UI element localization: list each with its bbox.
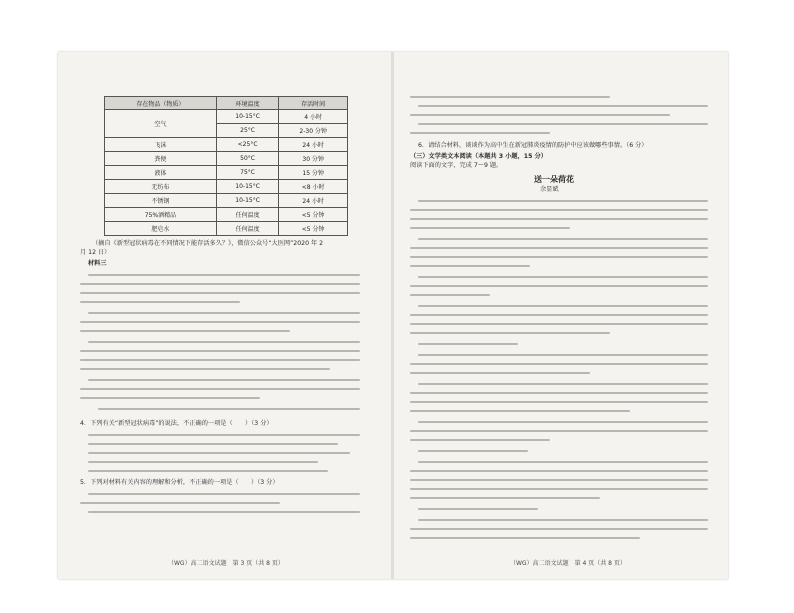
question-5: 5．下列对材料有关内容的理解和分析，不正确的一项是（ ）（3 分） — [80, 479, 279, 486]
table-cell-temp: 50°C — [216, 152, 279, 166]
table-row — [105, 180, 348, 194]
scanned-exam-sheet — [58, 52, 728, 579]
table-cell-temp: 75°C — [216, 166, 279, 180]
table-cell-item: 粪便 — [105, 152, 217, 166]
table-header-cell: 存活时间 — [279, 97, 348, 110]
left-page-footer: （WG）高二语文试题 第 3 页（共 8 页） — [168, 560, 284, 567]
reading-instruction: 阅读下面的文字，完成 7～9 题。 — [410, 162, 503, 169]
table-cell-time: 15 分钟 — [279, 166, 348, 180]
table-cell-time: 4 小时 — [279, 110, 348, 124]
table-cell-item: 无纺布 — [105, 180, 217, 194]
table-row — [105, 222, 348, 236]
table-header-cell: 环境温度 — [216, 97, 279, 110]
table-cell-time: <8 小时 — [279, 180, 348, 194]
table-row — [105, 110, 348, 124]
table-cell-time: 24 小时 — [279, 138, 348, 152]
table-cell-temp: 10-15°C — [216, 194, 279, 208]
table-cell-item: 液体 — [105, 166, 217, 180]
right-page-footer: （WG）高二语文试题 第 4 页（共 8 页） — [510, 560, 626, 567]
table-cell-temp: 25°C — [216, 124, 279, 138]
table-cell-item: 飞沫 — [105, 138, 217, 152]
question-6: 6．请结合材料，谈谈作为高中生在新冠肺炎疫情的防护中应该做哪些事情。（6 分） — [418, 142, 648, 149]
table-cell-time: 30 分钟 — [279, 152, 348, 166]
virus-survival-table — [104, 96, 348, 236]
table-cell-temp: 任何温度 — [216, 208, 279, 222]
table-row — [105, 138, 348, 152]
table-cell-item: 75%酒精品 — [105, 208, 217, 222]
section-3-heading: （三）文学类文本阅读（本题共 3 小题，15 分） — [410, 153, 547, 160]
table-header-cell: 存在物品（物质） — [105, 97, 217, 110]
table-row — [105, 208, 348, 222]
table-cell-time: 24 小时 — [279, 194, 348, 208]
table-row — [105, 194, 348, 208]
material-3-heading: 材料三 — [88, 260, 107, 267]
story-title: 送一朵荷花 — [534, 175, 574, 184]
table-cell-item: 空气 — [105, 110, 217, 138]
table-cell-temp: 10-15°C — [216, 110, 279, 124]
table-source-note: （摘自《新型冠状病毒在不同情况下能存活多久？》，微信公众号“大医网”2020 年 2 — [92, 240, 324, 247]
table-cell-item: 肥皂水 — [105, 222, 217, 236]
table-cell-item: 不锈钢 — [105, 194, 217, 208]
table-cell-temp: 任何温度 — [216, 222, 279, 236]
left-page — [58, 52, 391, 579]
table-row — [105, 152, 348, 166]
table-cell-temp: <25°C — [216, 138, 279, 152]
table-row — [105, 166, 348, 180]
table-cell-time: 2-30 分钟 — [279, 124, 348, 138]
question-4: 4．下列有关“新型冠状病毒”的说法，不正确的一项是（ ）（3 分） — [80, 420, 273, 427]
table-source-date: 月 12 日） — [80, 249, 111, 256]
table-cell-time: <5 分钟 — [279, 208, 348, 222]
table-cell-temp: 10-15°C — [216, 180, 279, 194]
story-author: 余显斌 — [540, 186, 559, 193]
right-page — [394, 52, 728, 579]
table-header-row — [105, 97, 348, 110]
table-cell-time: <5 分钟 — [279, 222, 348, 236]
